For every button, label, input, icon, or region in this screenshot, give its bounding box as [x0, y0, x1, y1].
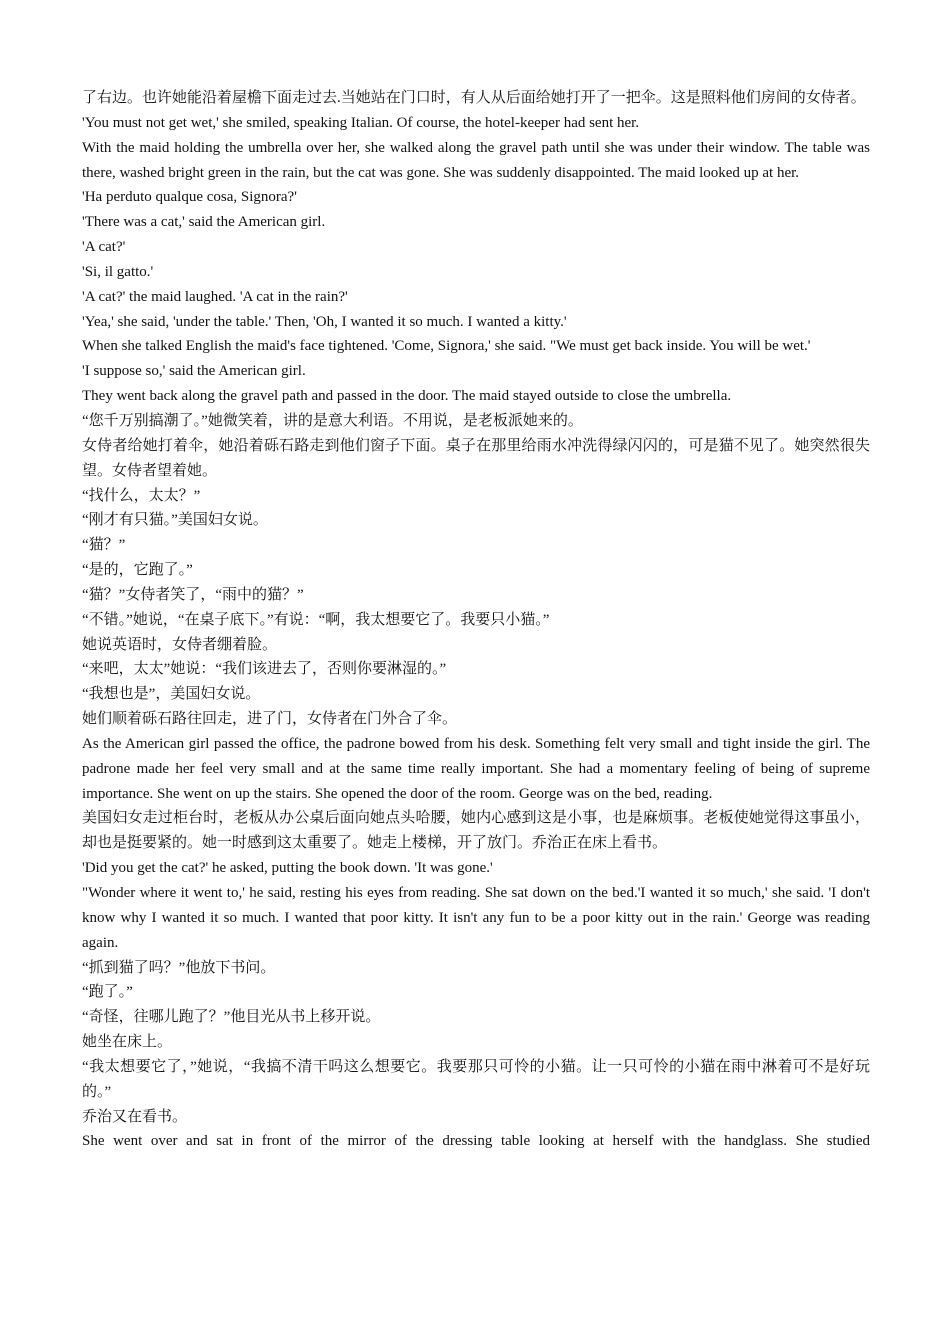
paragraph: “猫？” [82, 537, 126, 554]
paragraph: 女侍者给她打着伞，她沿着砾石路走到他们窗子下面。桌子在那里给雨水冲洗得绿闪闪的，可是猫不见了。她突然很失望。女侍者望着她。 [82, 437, 870, 479]
paragraph: 'A cat?' [82, 239, 126, 256]
paragraph: 'You must not get wet,' she smiled, speaking Italian. Of course, the hotel-keeper had sent her. [82, 114, 640, 131]
paragraph: 美国妇女走过柜台时，老板从办公桌后面向她点头哈腰，她内心感到这是小事，也是麻烦事。老板使她觉得这事虽小，却也是挺要紧的。她一时感到这太重要了。她走上楼梯，开了放门。乔治正在床上看书。 [82, 810, 870, 852]
paragraph: “您千万别搞潮了。”她微笑着，讲的是意大利语。不用说，是老板派她来的。 [82, 412, 583, 429]
paragraph: 'Yea,' she said, 'under the table.' Then, 'Oh, I wanted it so much. I wanted a kitty.' [82, 313, 567, 330]
paragraph: “找什么，太太？” [82, 487, 201, 504]
document-body [82, 86, 870, 1154]
paragraph: 乔治又在看书。 [82, 1108, 188, 1125]
paragraph: “我想也是”，美国妇女说。 [82, 686, 261, 703]
paragraph: 'Si, il gatto.' [82, 263, 154, 280]
paragraph: 她们顺着砾石路往回走，进了门，女侍者在门外合了伞。 [82, 711, 458, 728]
paragraph: “刚才有只猫。”美国妇女说。 [82, 512, 268, 529]
paragraph: They went back along the gravel path and passed in the door. The maid stayed outside to close the umbrella. [82, 388, 732, 405]
paragraph: 她说英语时，女侍者绷着脸。 [82, 636, 278, 653]
paragraph: When she talked English the maid's face tightened. 'Come, Signora,' she said. "We must get back inside. You will be wet.' [82, 338, 811, 355]
paragraph: 'Ha perduto qualque cosa, Signora?' [82, 189, 297, 206]
paragraph: “是的，它跑了。” [82, 562, 193, 579]
paragraph: “猫？”女侍者笑了，“雨中的猫？” [82, 586, 304, 603]
paragraph: 'I suppose so,' said the American girl. [82, 363, 306, 380]
paragraph: 了右边。也许她能沿着屋檐下面走过去.当她站在门口时，有人从后面给她打开了一把伞。这是照料他们房间的女侍者。 [82, 90, 866, 106]
paragraph: “抓到猫了吗？”他放下书问。 [82, 959, 276, 976]
paragraph: “跑了。” [82, 984, 133, 1001]
paragraph: "Wonder where it went to,' he said, resting his eyes from reading. She sat down on the bed.'I wanted it so much,' she said. 'I don't know why I wanted it so much. I wanted that poor kitty. It isn't any fun to be a poor kitty out in the rain.' George was reading again. [82, 885, 870, 951]
paragraph: “不错。”她说，“在桌子底下。”有说：“啊，我太想要它了。我要只小猫。” [82, 611, 550, 628]
paragraph: “来吧，太太”她说：“我们该进去了，否则你要淋湿的。” [82, 661, 447, 678]
paragraph: “奇怪，往哪儿跑了？”他目光从书上移开说。 [82, 1009, 381, 1026]
paragraph: She went over and sat in front of the mirror of the dressing table looking at herself with the handglass. She studied [82, 1133, 870, 1150]
paragraph: With the maid holding the umbrella over her, she walked along the gravel path until she was under their window. The table was there, washed bright green in the rain, but the cat was gone. She was suddenly disappointed. The maid looked up at her. [82, 139, 870, 181]
paragraph: 她坐在床上。 [82, 1034, 173, 1051]
paragraph: 'Did you get the cat?' he asked, putting the book down. 'It was gone.' [82, 860, 493, 877]
paragraph: 'There was a cat,' said the American girl. [82, 214, 326, 231]
paragraph: 'A cat?' the maid laughed. 'A cat in the rain?' [82, 288, 348, 305]
paragraph: As the American girl passed the office, the padrone bowed from his desk. Something felt very small and tight inside the girl. The padrone made her feel very small and at the same time really important. She had a momentary feeling of being of supreme importance. She went on up the stairs. She opened the door of the room. George was on the bed, reading. [82, 735, 870, 802]
paragraph: “我太想要它了，”她说，“我搞不清干吗这么想要它。我要那只可怜的小猫。让一只可怜的小猫在雨中淋着可不是好玩的。” [82, 1058, 870, 1100]
